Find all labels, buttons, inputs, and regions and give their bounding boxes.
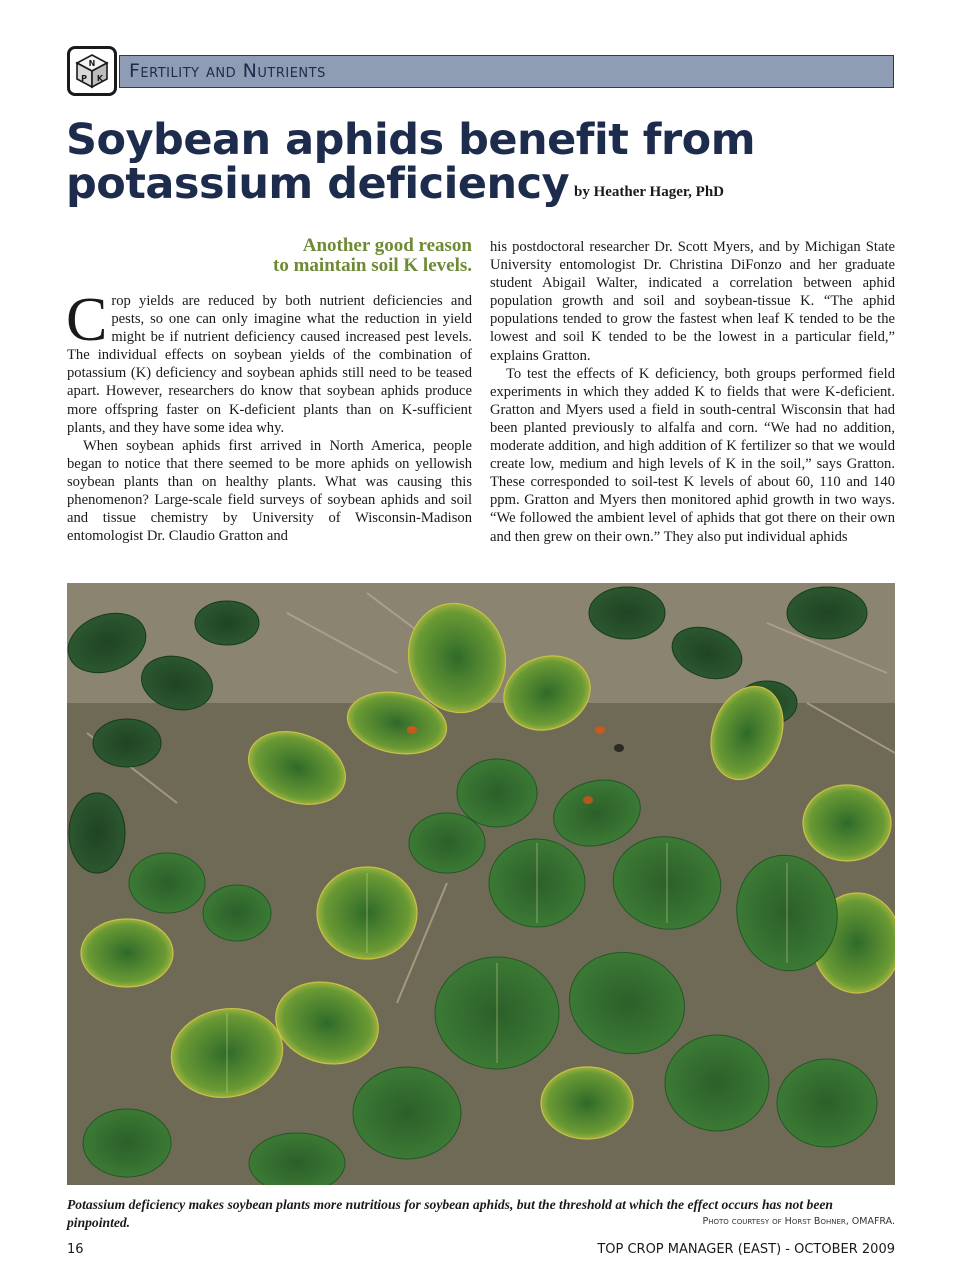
body-column-right xyxy=(490,238,895,546)
drop-cap: C xyxy=(66,286,108,354)
photo-caption: Potassium deficiency makes soybean plants more nutritious for soybean aphids, but the threshold at which the effect occurs has not been pinpointed. xyxy=(67,1197,833,1230)
deck-line1: Another good reason xyxy=(302,235,472,256)
photo-credit: Photo courtesy of Horst Bohner, OMAFRA. xyxy=(702,1216,895,1227)
paragraph-4: To test the effects of K deficiency, both groups performed field experiments in which they added K to fields that were K-deficient. Gratton and Myers used a field in south-central Wisconsin that had been planted previously to alfalfa and corn. “We had no addition, moderate addition, and high addition of K fertilizer so that we would create low, medium and high levels of K in the soil,” says Gratton. These corresponded to soil-test K levels of about 60, 110 and 140 ppm. Gratton and Myers then monitored aphid growth in two ways. “We followed the ambient level of aphids that got there on their own and then grew on their own.” They also put individual aphids xyxy=(490,365,895,545)
section-title: Fertility and Nutrients xyxy=(129,60,326,82)
soybean-photo xyxy=(67,583,895,1185)
body-column-left xyxy=(66,286,472,545)
article-deck xyxy=(200,236,472,276)
section-header xyxy=(67,44,895,100)
article-title-line1: Soybean aphids benefit from xyxy=(66,115,756,165)
article-title-line2: potassium deficiency xyxy=(66,159,570,209)
section-bar xyxy=(119,55,894,88)
logo-letter-k: K xyxy=(96,74,104,83)
paragraph-2: When soybean aphids first arrived in North America, people began to notice that there seemed to be more aphids on yellowish soybean plants than on healthy plants. What was causing this phenomenon? Large-scale field surveys of soybean aphids and soil and tissue chemistry by University of Wisconsin-Madison entomologist Dr. Claudio Gratton and xyxy=(67,437,472,545)
publication-footer: TOP CROP MANAGER (EAST) - OCTOBER 2009 xyxy=(597,1242,895,1257)
byline: by Heather Hager, PhD xyxy=(574,184,724,200)
paragraph-3: his postdoctoral researcher Dr. Scott Myers, and by Michigan State University entomologist Dr. Christina DiFonzo and her graduate student Abigail Walter, indicated a correlation between aphid population growth and soil and soybean-tissue K. “The aphid populations tended to grow the fastest when leaf K tended to be the lowest and soil K tended to be the lowest in a particular field,” explains Gratton. xyxy=(490,239,895,364)
page-number: 16 xyxy=(67,1242,84,1257)
deck-line2: to maintain soil K levels. xyxy=(273,255,472,276)
logo-letter-n: N xyxy=(88,59,96,68)
soybean-plants-illustration xyxy=(67,583,895,1185)
section-logo xyxy=(67,46,117,96)
npk-cube-icon xyxy=(73,52,111,90)
logo-letter-p: P xyxy=(81,74,87,83)
paragraph-1 xyxy=(66,286,472,437)
paragraph-1-text: rop yields are reduced by both nutrient deficiencies and pests, so one can only imagine what the reduction in yield might be if nutrient deficiency caused increased pest levels. The individual effects on soybean yields of the combination of potassium (K) deficiency and soybean aphids still need to be teased apart. However, researchers do know that soybean aphids produce more offspring faster on K-deficient plants than on K-sufficient plants, and they have some idea why. xyxy=(67,293,472,436)
